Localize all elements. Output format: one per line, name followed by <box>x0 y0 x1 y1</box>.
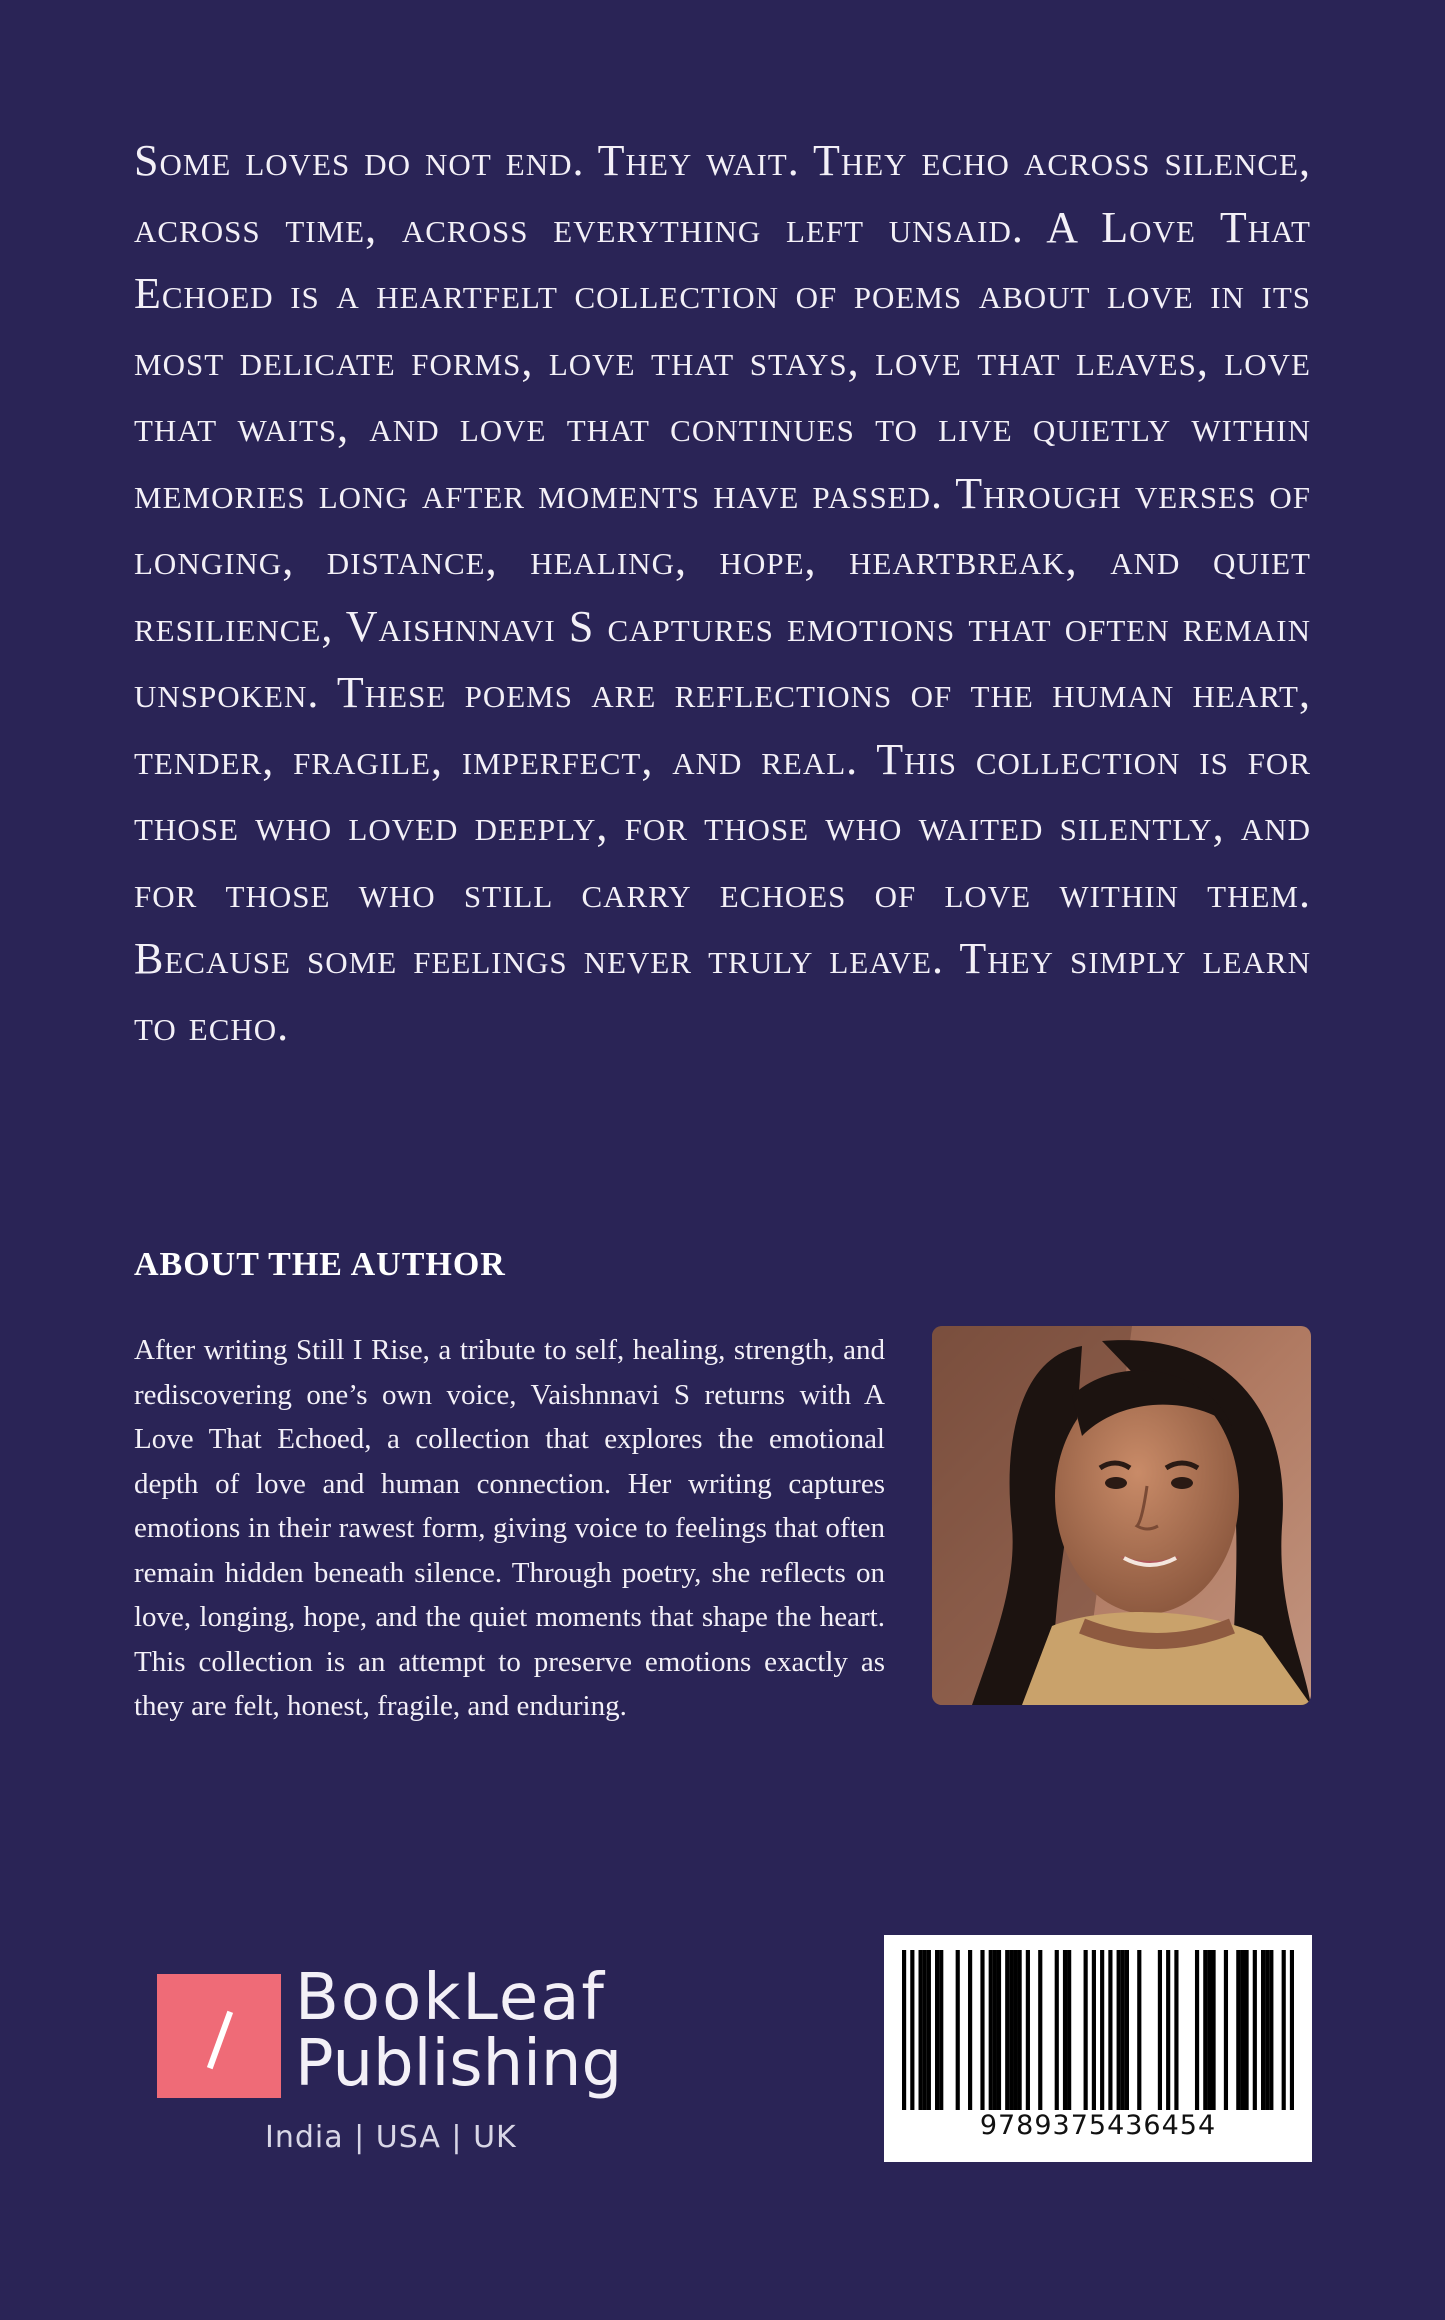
barcode-bar <box>1063 1950 1067 2110</box>
barcode-bar <box>1269 1950 1273 2110</box>
barcode-bar <box>1240 1950 1244 2110</box>
barcode-bar <box>1207 1950 1211 2110</box>
barcode-bar <box>1092 1950 1096 2110</box>
barcode-bar <box>939 1950 943 2110</box>
barcode-bar <box>919 1950 923 2110</box>
logo-slash <box>207 2011 233 2069</box>
publisher-name-line2: Publishing <box>295 2027 623 2101</box>
isbn-number: 9789375436454 <box>979 2110 1217 2141</box>
barcode-bar <box>1121 1950 1125 2110</box>
barcode-bar <box>980 1950 984 2110</box>
barcode-bar <box>1244 1950 1248 2110</box>
barcode-bar <box>1100 1950 1104 2110</box>
barcode-bar <box>1282 1950 1286 2110</box>
barcode-bar <box>989 1950 993 2110</box>
isbn-barcode <box>884 1935 1312 2162</box>
logo-mark <box>157 1974 281 2098</box>
barcode-bar <box>1211 1950 1215 2110</box>
barcode-bar <box>902 1950 906 2110</box>
barcode-bar <box>1018 1950 1022 2110</box>
barcode-bar <box>1026 1950 1030 2110</box>
publisher-regions: India | USA | UK <box>265 2120 517 2155</box>
barcode-bar <box>927 1950 931 2110</box>
about-author-heading: ABOUT THE AUTHOR <box>134 1246 506 1283</box>
barcode-bar <box>1261 1950 1265 2110</box>
barcode-bar <box>956 1950 960 2110</box>
barcode-bar <box>968 1950 972 2110</box>
barcode-bar <box>1224 1950 1228 2110</box>
barcode-bar <box>993 1950 997 2110</box>
barcode-bar <box>1137 1950 1141 2110</box>
barcode-bar <box>997 1950 1001 2110</box>
barcode-bar <box>1166 1950 1170 2110</box>
publisher-logo <box>157 1961 623 2170</box>
book-blurb: Some loves do not end. They wait. They echo across silence, across time, across everything left unsaid. A Love That Echoed is a heartfelt collection of poems about love in its most delicate forms, love that stays, love that leaves, love that waits, and love that continues to live quietly within memories long after moments have passed. Through verses of longing, distance, healing, hope, heartbreak, and quiet resilience, Vaishnnavi S captures emotions that often remain unspoken. These poems are reflections of the human heart, tender, fragile, imperfect, and real. This collection is for those who loved deeply, for those who waited silently, and for those who still carry echoes of love within them. Because some feelings never truly leave. They simply learn to echo. <box>134 136 1311 1050</box>
barcode-bar <box>1203 1950 1207 2110</box>
barcode-bar <box>1174 1950 1178 2110</box>
barcode-bar <box>923 1950 927 2110</box>
about-author-text: After writing Still I Rise, a tribute to self, healing, strength, and rediscovering one’s own voice, Vaishnnavi S returns with A Love That Echoed, a collection that explores the emotional depth of love and human connection. Her writing captures emotions in their rawest form, giving voice to feelings that often remain hidden beneath silence. Through poetry, she reflects on love, longing, hope, and the quiet moments that shape the heart. This collection is an attempt to preserve emotions exactly as they are felt, honest, fragile, and enduring. <box>134 1334 885 1722</box>
barcode-bar <box>1117 1950 1121 2110</box>
barcode-bars <box>902 1950 1294 2110</box>
barcode-bar <box>1158 1950 1162 2110</box>
barcode-bar <box>1084 1950 1088 2110</box>
barcode-bar <box>1290 1950 1294 2110</box>
publisher-name-line1: BookLeaf <box>295 1961 606 2035</box>
author-photo <box>932 1326 1311 1705</box>
barcode-bar <box>1005 1950 1009 2110</box>
barcode-bar <box>1253 1950 1257 2110</box>
barcode-bar <box>910 1950 914 2110</box>
barcode-bar <box>1125 1950 1129 2110</box>
barcode-bar <box>1067 1950 1071 2110</box>
barcode-bar <box>1013 1950 1017 2110</box>
barcode-bar <box>1236 1950 1240 2110</box>
barcode-bar <box>1009 1950 1013 2110</box>
barcode-bar <box>1265 1950 1269 2110</box>
barcode-bar <box>1195 1950 1199 2110</box>
barcode-bar <box>1108 1950 1112 2110</box>
barcode-bar <box>1055 1950 1059 2110</box>
barcode-bar <box>935 1950 939 2110</box>
barcode-bar <box>1038 1950 1042 2110</box>
